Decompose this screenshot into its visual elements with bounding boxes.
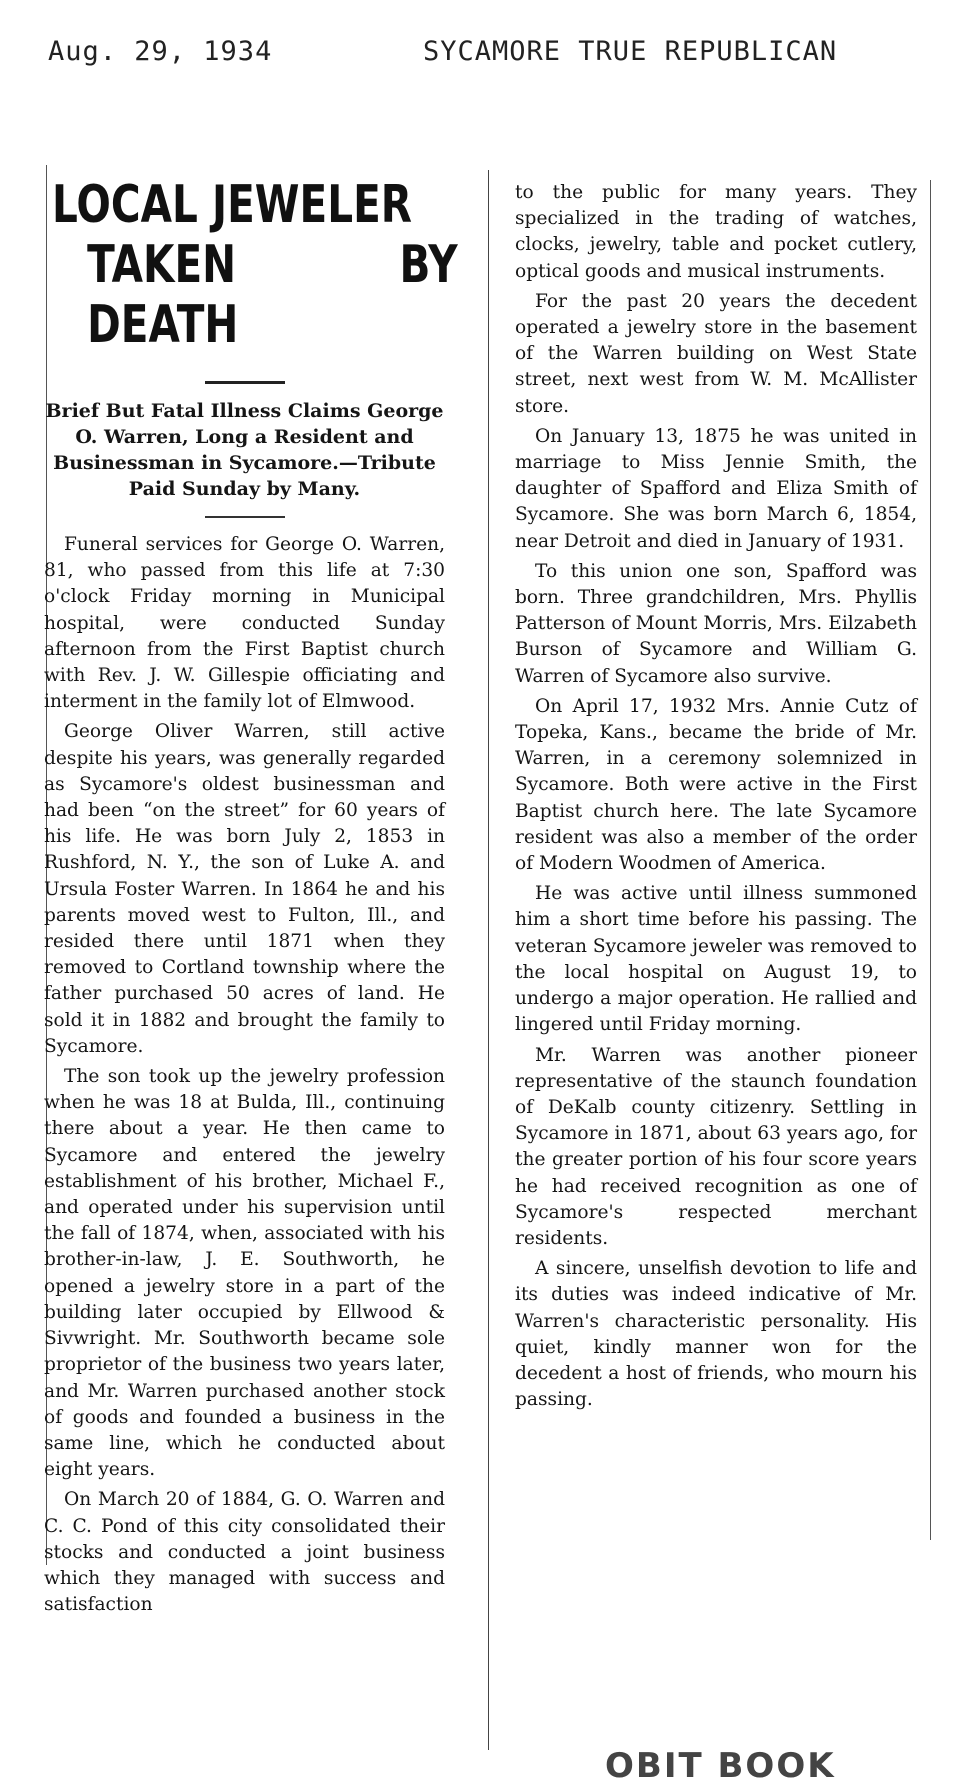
obit-book-stamp: OBIT BOOK: [605, 1746, 836, 1786]
paragraph: to the public for many years. They specialized in the trading of watches, clocks, jewelry, table and pocket cutlery, optical goods and musical instruments.: [515, 182, 917, 282]
paragraph: George Oliver Warren, still active despite his years, was generally regarded as Sycamore's oldest businessman and had been “on the street” for 60 years of his life. He was born July 2, 1853 in Rushford, N. Y., the son of Luke A. and Ursula Foster Warren. In 1864 he and his parents moved west to Fulton, Ill., and resided there until 1871 when they removed to Cortland township where the father purchased 50 acres of land. He sold it in 1882 and brought the family to Sycamore.: [44, 721, 445, 1057]
article-column-left: [44, 175, 458, 1618]
paragraph: Funeral services for George O. Warren, 81, who passed from this life at 7:30 o'clock Friday morning in Municipal hospital, were conducted Sunday afternoon from the First Baptist church with Rev. J. W. Gillespie officiating and interment in the family lot of Elmwood.: [44, 534, 445, 713]
publication-date: Aug. 29, 1934: [48, 36, 273, 67]
headline-divider: [205, 381, 285, 384]
paragraph: To this union one son, Spafford was born. Three grandchildren, Mrs. Phyllis Patterson of Mount Morris, Mrs. Eilzabeth Burson of Sycamore and William G. Warren of Sycamore also survive.: [515, 560, 917, 687]
headline: [52, 175, 458, 355]
headline-line-1: LOCAL JEWELER: [52, 175, 413, 235]
paragraph: On January 13, 1875 he was united in marriage to Miss Jennie Smith, the daughter of Spafford and Eliza Smith of Sycamore. She was born March 6, 1854, near Detroit and died in January of 1931.: [515, 425, 917, 552]
paragraph: A sincere, unselfish devotion to life and its duties was indeed indicative of Mr. Warren's characteristic personality. His quiet, kindly manner won for the decedent a host of friends, who mourn his passing.: [515, 1258, 917, 1411]
subheadline: Brief But Fatal Illness Claims George O. Warren, Long a Resident and Businessman in Sycamore.—Tribute Paid Sunday by Many.: [45, 400, 444, 500]
paragraph: For the past 20 years the decedent operated a jewelry store in the basement of the Warren building on West State street, next west from W. M. McAllister store.: [515, 290, 917, 417]
paragraph: On April 17, 1932 Mrs. Annie Cutz of Topeka, Kans., became the bride of Mr. Warren, in a ceremony solemnized in Sycamore. Both were active in the First Baptist church here. The late Sycamore resident was also a member of the order of Modern Woodmen of America.: [515, 695, 917, 875]
left-body: [44, 532, 445, 1618]
article-column-right: [515, 180, 917, 1413]
paragraph: Mr. Warren was another pioneer representative of the staunch foundation of DeKalb county citizenry. Settling in Sycamore in 1871, about 63 years ago, for the greater portion of his four score years he had received recognition as one of Sycamore's respected merchant residents.: [515, 1044, 917, 1249]
newspaper-name: SYCAMORE TRUE REPUBLICAN: [423, 36, 838, 67]
subheadline-divider: [205, 516, 285, 518]
paragraph: On March 20 of 1884, G. O. Warren and C. C. Pond of this city consolidated their stocks and conducted a joint business which they managed with success and satisfaction: [44, 1489, 445, 1616]
column-rule-right: [930, 180, 931, 1540]
headline-line-2: TAKEN BY DEATH: [87, 235, 458, 355]
column-rule-middle: [488, 170, 489, 1750]
paragraph: He was active until illness summoned him a short time before his passing. The veteran Sycamore jeweler was removed to the local hospital on August 19, to undergo a major operation. He rallied and lingered until Friday morning.: [515, 883, 917, 1036]
paragraph: The son took up the jewelry profession when he was 18 at Bulda, Ill., continuing there about a year. He then came to Sycamore and entered the jewelry establishment of his brother, Michael F., and operated under his supervision until the fall of 1874, when, associated with his brother-in-law, J. E. Southworth, he opened a jewelry store in a part of the building later occupied by Ellwood & Sivwright. Mr. Southworth became sole proprietor of the business two years later, and Mr. Warren purchased another stock of goods and founded a business in the same line, which he conducted about eight years.: [44, 1066, 445, 1481]
